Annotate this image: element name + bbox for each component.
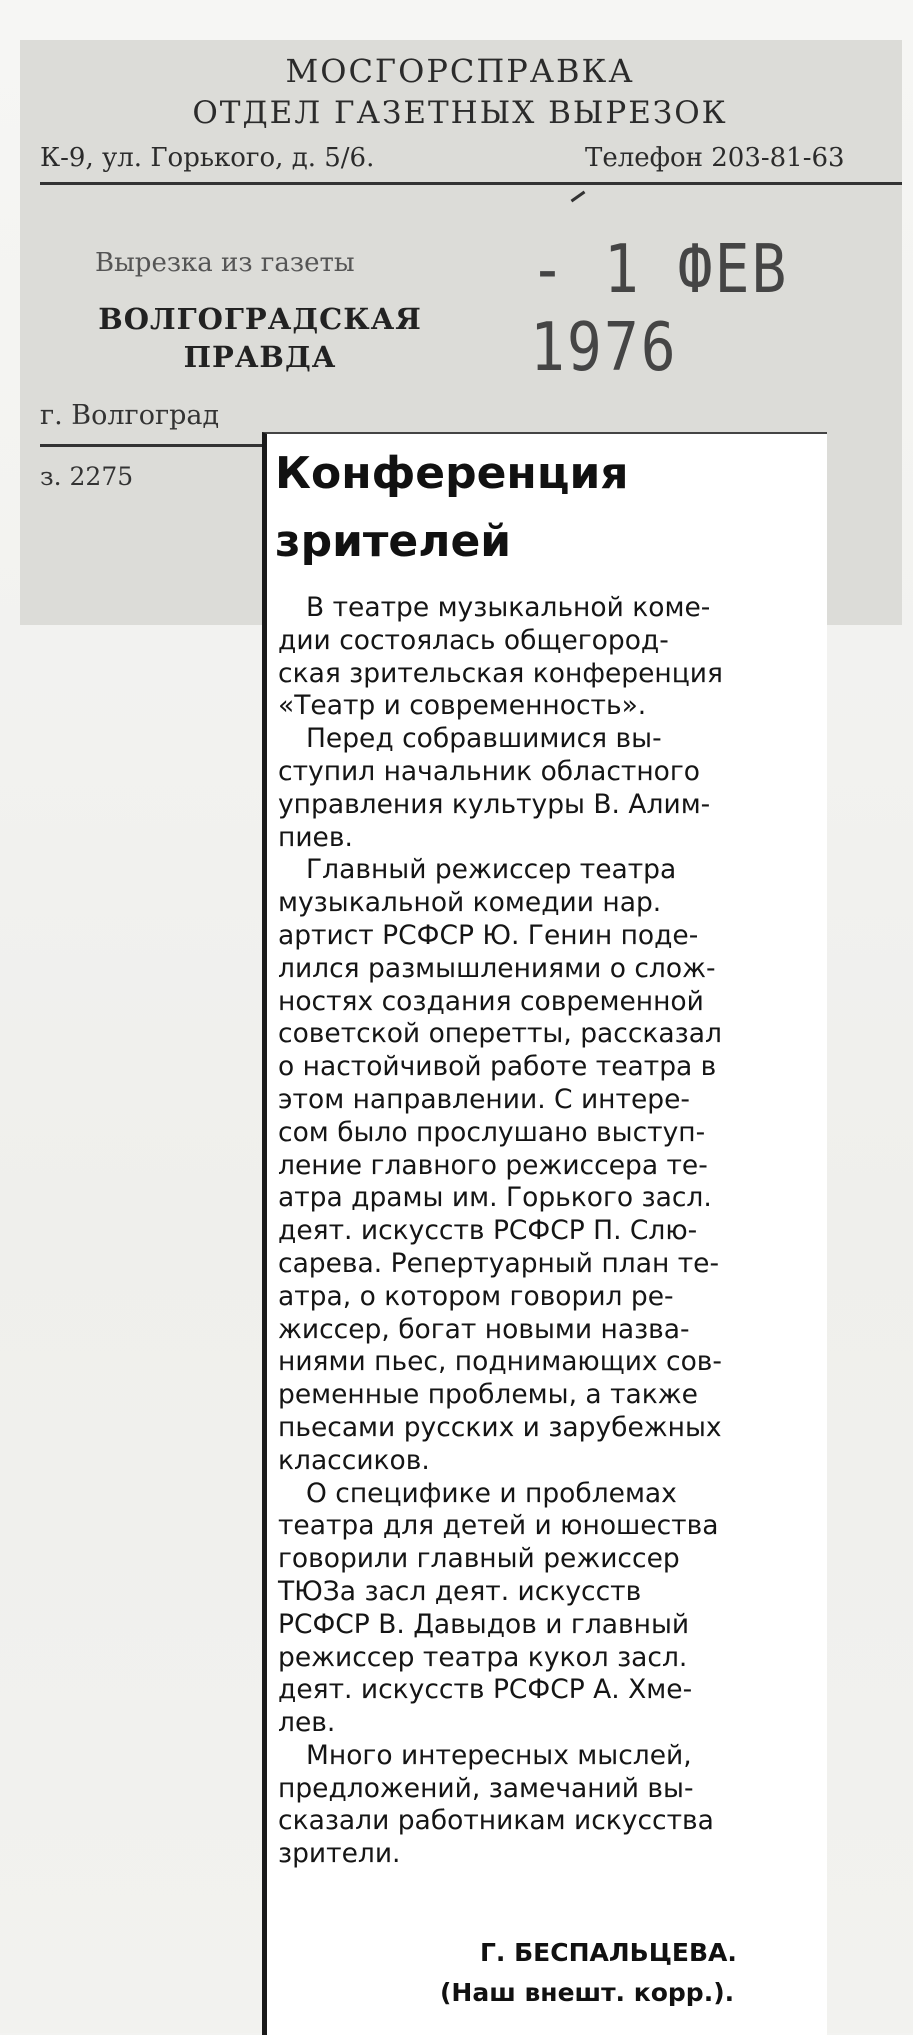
article-body [278, 592, 808, 1871]
author-note: (Наш внешт. корр.). [440, 1978, 735, 2007]
article-paragraph: Перед собравшимися вы- ступил начальник областного управления культуры В. Алим- пиев. [278, 723, 711, 853]
article-paragraph: О специфике и проблемах театра для детей и юношества говорили главный режиссер ТЮЗа засл деят. искусств РСФСР В. Давыдов и главный режиссер театра кукол засл. деят. искусств РСФСР А. Хме- лев. [278, 1477, 719, 1739]
article-paragraph: Много интересных мыслей, предложений, замечаний вы- сказали работникам искусства зрители. [278, 1739, 714, 1870]
date-stamp: - 1 ФЕВ 1976 [530, 229, 789, 387]
article-paragraph: Главный режиссер театра музыкальной комедии нар. артист РСФСР Ю. Генин поде- лился размышлениями о слож- ностях создания современной советской оперетты, рассказал о настойчивой работе театра в этом направлении. С интере- сом было прослушано выступ- ление главного режиссера те- атра драмы им. Горького засл. деят. искусств РСФСР П. Слю- сарева. Репертуарный план те- атра, о котором говорил ре- жиссер, богат новыми назва- ниями пьес, поднимающих сов- ременные проблемы, а также пьесами русских и зарубежных классиков. [278, 854, 722, 1476]
department-title: ОТДЕЛ ГАЗЕТНЫХ ВЫРЕЗОК [192, 95, 728, 131]
agency-phone: Телефон 203-81-63 [585, 143, 845, 173]
article-paragraph: В театре музыкальной коме- дии состоялась общегород- ская зрительская конференция «Театр и современность». [278, 592, 723, 722]
newspaper-divider [40, 444, 265, 447]
clipping-label: Вырезка из газеты [95, 248, 355, 278]
newspaper-name: ВОЛГОГРАДСКАЯ ПРАВДА [98, 302, 422, 374]
header-divider [40, 182, 902, 185]
newspaper-city: г. Волгоград [40, 400, 220, 431]
agency-title: МОСГОРСПРАВКА [285, 52, 635, 90]
article-title: Конференция зрителей [275, 448, 629, 567]
agency-address: К-9, ул. Горького, д. 5/6. [40, 143, 375, 173]
author-signature: Г. БЕСПАЛЬЦЕВА. [480, 1938, 737, 1967]
order-number: з. 2275 [40, 462, 134, 491]
